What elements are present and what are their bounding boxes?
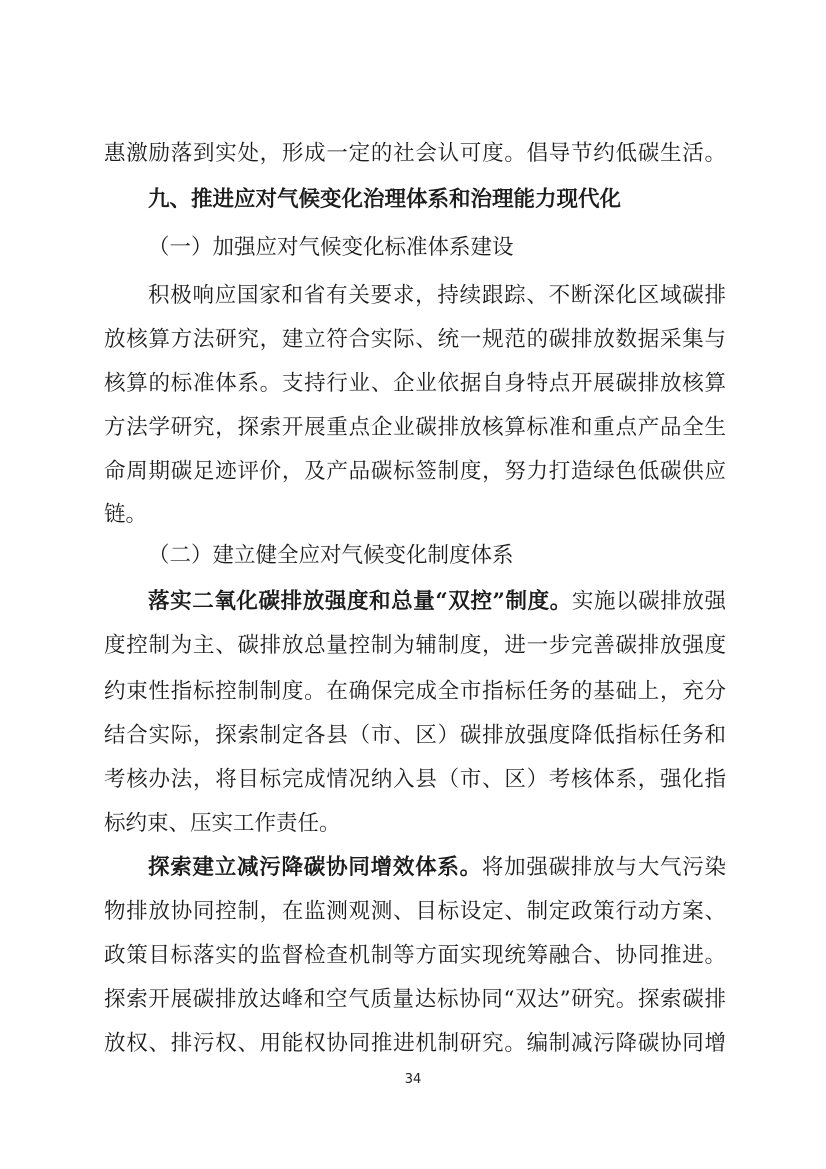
subheading-text: （二）建立健全应对气候变化制度体系 [148,543,514,568]
body-text: 标约束、压实工作责任。 [104,811,341,836]
paragraph-line [104,853,726,883]
subheading-text: （一）加强应对气候变化标准体系建设 [148,235,514,260]
body-text: 惠激励落到实处，形成一定的社会认可度。倡导节约低碳生活。 [104,141,726,166]
paragraph-line [104,281,726,311]
body-text: 结合实际，探索制定各县（市、区）碳排放强度降低指标任务和 [104,723,726,748]
body-text: 物排放协同控制，在监测观测、目标设定、制定政策行动方案、 [104,899,726,924]
subsection-heading [104,541,726,571]
paragraph-line [104,587,726,617]
body-text: 考核办法，将目标完成情况纳入县（市、区）考核体系，强化指 [104,767,726,792]
body-text: 积极响应国家和省有关要求，持续跟踪、不断深化区域碳排 [148,283,726,308]
paragraph-line [104,413,726,443]
paragraph-line [104,985,726,1015]
section-heading [104,185,726,215]
paragraph-line [104,139,726,169]
subsection-heading [104,233,726,263]
body-text: 约束性指标控制制度。在确保完成全市指标任务的基础上，充分 [104,679,726,704]
body-text: 放权、排污权、用能权协同推进机制研究。编制减污降碳协同增 [104,1031,726,1056]
paragraph-line [104,1029,726,1059]
body-text: 方法学研究，探索开展重点企业碳排放核算标准和重点产品全生 [104,415,726,440]
body-text: 放核算方法研究，建立符合实际、统一规范的碳排放数据采集与 [104,327,726,352]
page-number: 34 [404,1072,422,1087]
paragraph-line [104,325,726,355]
bold-lead-text: 落实二氧化碳排放强度和总量“双控”制度。 [148,589,572,614]
paragraph-line [104,941,726,971]
paragraph-line [104,897,726,927]
body-text: 实施以碳排放强 [571,589,726,614]
body-text: 核算的标准体系。支持行业、企业依据自身特点开展碳排放核算 [104,371,726,396]
paragraph-line [104,809,726,839]
body-text: 度控制为主、碳排放总量控制为辅制度，进一步完善碳排放强度 [104,633,726,658]
bold-lead-text: 探索建立减污降碳协同增效体系。 [148,855,482,880]
body-text: 政策目标落实的监督检查机制等方面实现统筹融合、协同推进。 [104,943,726,968]
paragraph-line [104,765,726,795]
body-text: 链。 [104,502,148,527]
paragraph-line [104,369,726,399]
paragraph-line [104,457,726,487]
paragraph-line [104,631,726,661]
body-text: 将加强碳排放与大气污染 [481,855,726,880]
paragraph-line [104,500,726,530]
paragraph-line [104,677,726,707]
paragraph-line [104,721,726,751]
heading-text: 九、推进应对气候变化治理体系和治理能力现代化 [148,187,622,212]
body-text: 探索开展碳排放达峰和空气质量达标协同“双达”研究。探索碳排 [104,987,726,1012]
body-text: 命周期碳足迹评价，及产品碳标签制度，努力打造绿色低碳供应 [104,459,726,484]
